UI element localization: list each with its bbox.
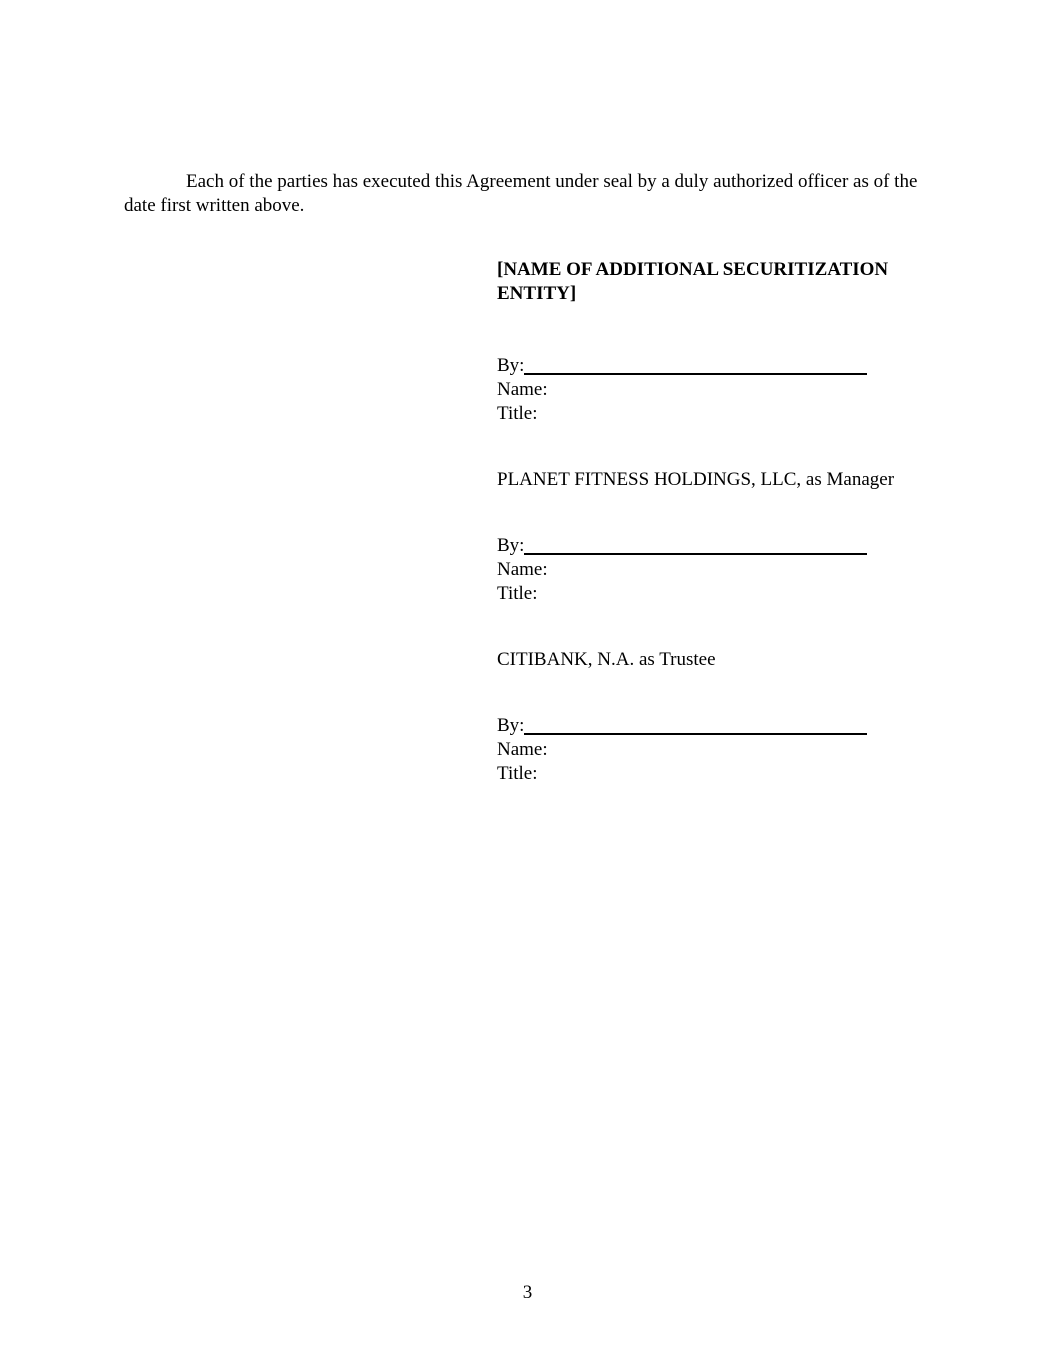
title-label: Title:: [497, 403, 538, 424]
title-label: Title:: [497, 583, 538, 604]
name-label: Name:: [497, 739, 548, 760]
entity-name: CITIBANK, N.A. as Trustee: [497, 649, 716, 670]
name-label: Name:: [497, 379, 548, 400]
by-label: By:: [497, 535, 525, 556]
signature-line: [524, 714, 867, 735]
entity-name: [NAME OF ADDITIONAL SECURITIZATION ENTITY]: [497, 259, 889, 304]
entity-name: PLANET FITNESS HOLDINGS, LLC, as Manager: [497, 469, 895, 490]
by-line: [497, 354, 947, 378]
by-line: [497, 534, 947, 558]
name-label: Name:: [497, 559, 548, 580]
title-label: Title:: [497, 763, 538, 784]
by-line: [497, 714, 947, 738]
execution-statement-text: Each of the parties has executed this Agreement under seal by a duly authorized officer as of the date first written above.: [124, 171, 918, 216]
signature-line: [524, 534, 867, 555]
signature-line: [524, 354, 867, 375]
signature-blocks: [497, 258, 947, 786]
by-label: By:: [497, 715, 525, 736]
signature-block-securitization-entity: [497, 258, 947, 426]
execution-statement: [124, 170, 944, 218]
page-number: 3: [522, 1282, 533, 1303]
signature-block-manager: [497, 468, 947, 606]
signature-block-trustee: [497, 648, 947, 786]
by-label: By:: [497, 355, 525, 376]
